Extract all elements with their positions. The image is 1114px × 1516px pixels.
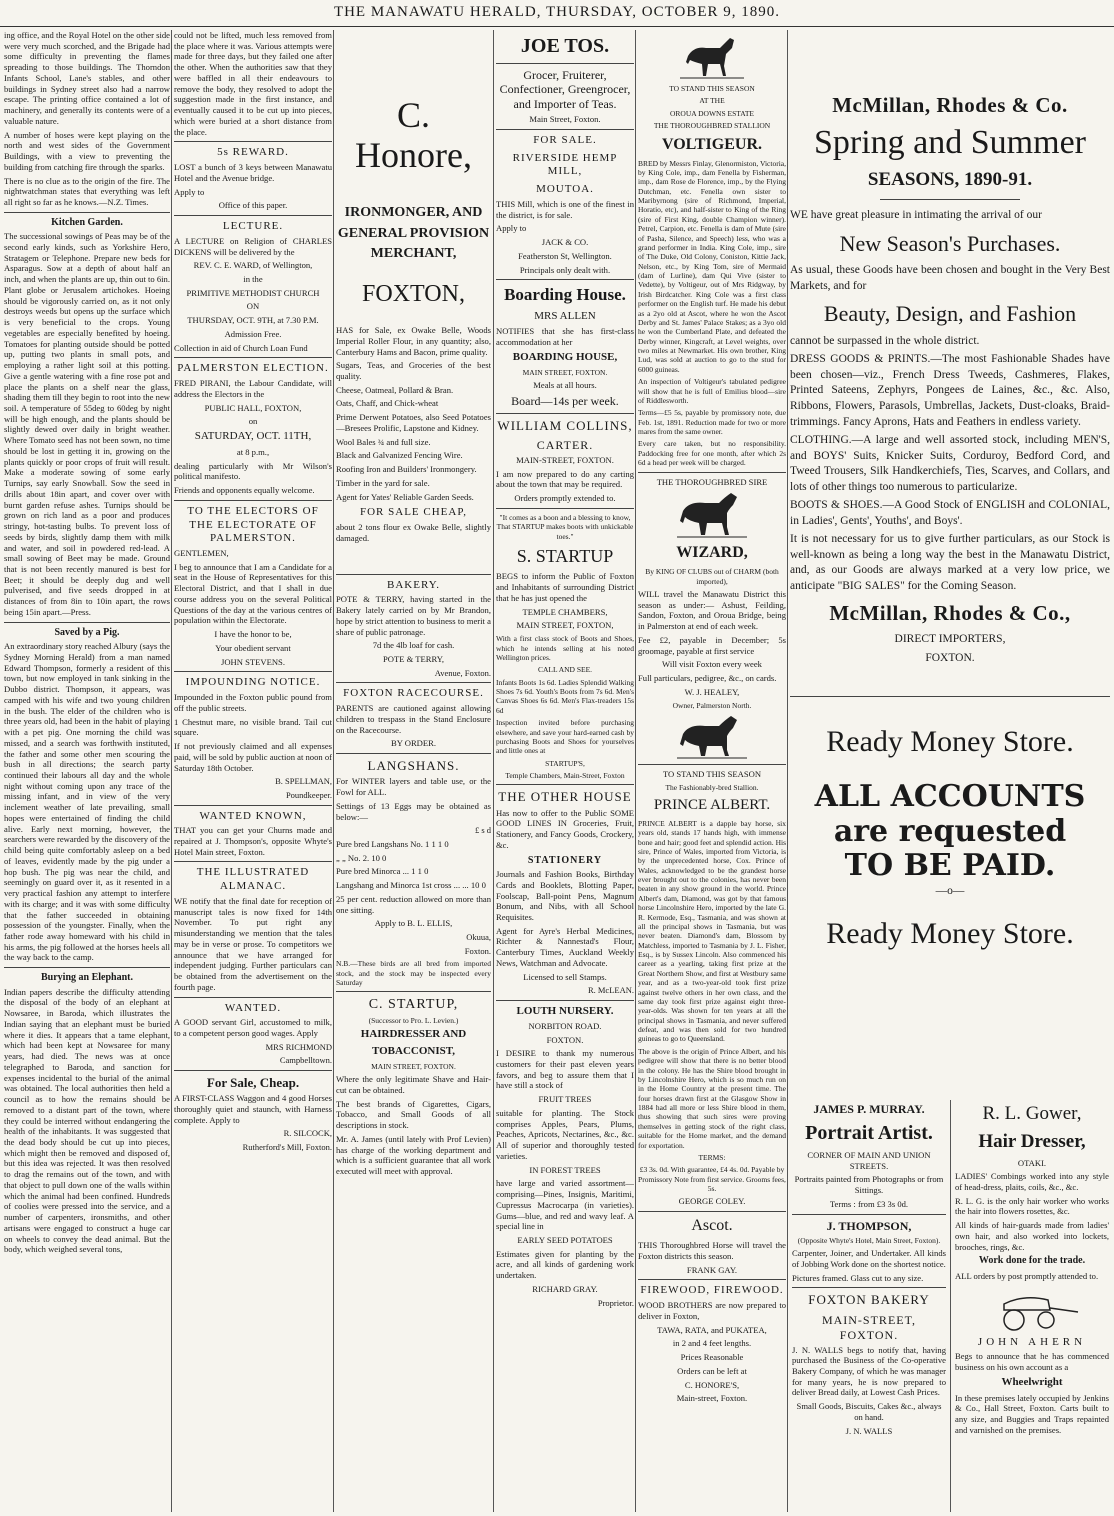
article-body-pig: An extraordinary story reached Albury (says the Sydney Morning Herald) from a man named Edward Thompson, formerly a resident of this town, but now employed in tank sinking in the Dubbo district. Thompson, it appears, was camped with his wife and two young children in the bush. The elder of the children who is three years old, had been in the habit of playing with a pet pig. One morning the child was missed, and a search was forthwith instituted, the father and some other men scouring the bush in all directions; the search party continued their labours all day and the whole night without coming upon any trace of the missing infant, and in view of the very inclement weather of late prevailing, small hopes were entertained of finding the child alive. Early next morning, however, the searchers were rewarded by the discovery of the child being quite comfortably asleep on a bed of leaves, evidently made by the pig under a hop bush. The pig was near the child, and seemingly on guard over it, as it resented in a very practical fashion any attempt to interfere with its charge; and it was with some difficulty that the father succeeded in obtaining possession of the youngster. Finally, when the father rode away homeward with his child in his arms, the pig followed at the horses heels all the way back to the camp. — [4, 641, 170, 963]
divider — [4, 212, 170, 213]
ad-title-bakery: BAKERY. — [387, 578, 440, 591]
wizard-body: WILL travel the Manawatu District this season as under:— Ashust, Feilding, Sandon, Foxton, and Oroua Bridge, being in Palmerston at end of each week. — [638, 588, 786, 632]
honore-agent: Agent for Yates' Reliable Garden Seeds. — [336, 491, 474, 502]
wizard-owner: Owner, Palmerston North. — [672, 700, 752, 710]
electors-name: JOHN STEVENS. — [221, 656, 285, 667]
election-friends: Friends and opponents equally welcome. — [174, 485, 315, 496]
langshans-row: Pure bred Langshans No. 1 1 1 0 — [336, 838, 449, 849]
louth-body3: have large and varied assortment—comprising—Pines, Insignis, Maritimi, Cupressus Macrocarpa (in varieties). Gums—blue, and red and wavy leaf. A special line in — [496, 1178, 634, 1232]
divider — [638, 1279, 786, 1280]
racecourse-order: BY ORDER. — [390, 738, 437, 749]
ad-title-voltigeur: VOLTIGEUR. — [661, 135, 762, 153]
ad-title-wizard: WIZARD, — [676, 544, 748, 562]
divider — [174, 997, 332, 998]
thompson-body: Carpenter, Joiner, and Undertaker. All kinds of Jobbing Work done on the shortest notice. — [792, 1248, 946, 1269]
ad-title-lecture: LECTURE. — [222, 220, 284, 233]
voltigeur-body: BRED by Messrs Finlay, Glenormiston, Victoria, by King Cole, imp., dam Fenella by Fisherman, imp., dam Rose de Florence, imp., by the Flying Dutchman, etc. Fenella own sister to Maribyrnong (sire of Richmond, Imperial, Horatio, etc), and half-sister to King of the Ring (sire of First King, double Champion winner). Petrel, Carpion, etc. Fenella is dam of Mute (sire of Pasha, Silence, and Speech) less, who was a grand performer in India. King Cole, imp., sire of The Duke, Old Colony, Coniston, Kittie Jack, Nelson, etc., by King Tom, sire of Mermaid (dam of Lurline), dam Qui Vive (sister to Vedette), by Voltigeur, out of Mrs Ridgway, by Irish Birdcatcher. King Cole was a first class performer on the English turf. He made his debut as a 2yo old at Ascot, where he won the Ascot Derby and St. James' Palace Stakes; as a 3yo old he won the Cumberland Plate, and defeated the Derby winner, Kingcraft, at Level weights, over two miles at Newmarket. His own brother, King Lud, was sold at auction to go to the stud for 6000 guineas. — [638, 158, 786, 374]
voltigeur-body2: An inspection of Voltigeur's tabulated pedigree will show that he is full of Emilius blood—sire of Riddlesworth. — [638, 377, 786, 405]
column-2 — [174, 30, 332, 1512]
for-sale-cheap-sig: R. SILCOCK, — [283, 1128, 332, 1139]
ad-honore-foxton: FOXTON, — [362, 280, 465, 307]
ad-title-almanac: THE ILLUSTRATED ALMANAC. — [196, 866, 310, 893]
stationery-body: Journals and Fashion Books, Birthday Cards and Booklets, Blotting Paper, Foolscap, Ball-point Pens, Magnum Bonum, and Nibs, with all School Requisites. — [496, 869, 634, 922]
mcmillan-rhodes-footer: McMillan, Rhodes & Co., — [829, 601, 1071, 626]
boots-shoes: BOOTS & SHOES.—A Good Stock of ENGLISH and COLONIAL, in Ladies', Gents', Youths', and Boys'. — [790, 499, 1110, 527]
ad-title-electors: TO THE ELECTORS OF THE ELECTORATE OF PALMERSTON. — [187, 504, 319, 545]
ad-title-ahern: JOHN AHERN — [977, 1335, 1087, 1348]
louth-sig: RICHARD GRAY. — [532, 1283, 598, 1294]
ad-title-impound: IMPOUNDING NOTICE. — [185, 676, 321, 689]
startup-trade: TOBACCONIST, — [371, 1045, 456, 1057]
collins-trade: CARTER. — [536, 437, 594, 452]
startup-quote: "It comes as a boon and a blessing to know, That STARTUP makes boots with unkickable toes." — [496, 512, 634, 541]
all-accounts: ALL ACCOUNTS — [814, 779, 1086, 815]
article-title-kitchen-garden: Kitchen Garden. — [51, 216, 123, 228]
article-body-kitchen-garden: The successional sowings of Peas may be of the second early kinds, such as Yorkshire Hero, Stratagem or Telephone. Prepare new beds for Asparagus. Sow at a depth of about half an inch, and when the plants are up, thin out to 6in. Plant globe or Jerusalem artichokes. Hoeing should be vigorously carried on, as it not only destroys weeds but opens up the surface which is very beneficial to the crops. Young vegetables are especially benefited by hoeing. Tomatoes for planting outside should be potted up, putting two plants in small pots, and employing a rather light soil at this potting. Give a gentle watering with a fine rose pot and place the plants on a shelf near the glass, shading them till they begin to root into the new soil. A temperature of 55deg to 60deg by night will be high enough, and the plants should be slightly dewed over daily in bright weather. Where Tomato seed has not been sown, no time should be lost in getting it in, growing on the plants quickly or poor crops of fruit will result. Make a moderate sowing of some early Turnips, say early Snowball. Sow the seed in drills about 18in apart, and cover over with burnt garden refuse ashes. Turnips should be grown on rich land as a poor and produces stringy, hot-tasting bulbs. To prevent loss of seeds by birds, slightly damp them with milk and water, and soil in powdered red-lead. A small sowing of Beet may be made. Ground that is not been recently manured is best for Beet; it should be deeply dug and well pulverised, and five seeds dropped in at distances of from 8in to 10in apart, the rows being 15in apart.—Press. — [4, 231, 170, 617]
divider — [496, 279, 634, 280]
ad-honore-general: GENERAL PROVISION — [337, 225, 490, 241]
honore-wire: Black and Galvanized Fencing Wire. — [336, 450, 463, 461]
column-1 — [4, 30, 170, 1512]
article-title-pig: Saved by a Pig. — [54, 626, 120, 638]
prince-fashionably: The Fashionably-bred Stallion. — [665, 782, 759, 792]
stationery-title: STATIONERY — [527, 854, 603, 866]
gower-otaki: OTAKI. — [1017, 1157, 1047, 1168]
ahern-wheelwright: Wheelwright — [1001, 1375, 1063, 1388]
boarding-owner: MRS ALLEN — [534, 309, 596, 322]
honore-iron: Roofing Iron and Builders' Ironmongery. — [336, 464, 477, 475]
impound-sig: B. SPELLMAN, — [275, 776, 332, 787]
lecture-on: ON — [246, 301, 260, 312]
gower-body: LADIES' Combings worked into any style of head-dress, plaits, coils, &c., &c. — [955, 1171, 1109, 1192]
riverside-mill: RIVERSIDE HEMP MILL, — [512, 151, 618, 178]
election-time: at 8 p.m., — [236, 446, 270, 457]
langshans-nb: N.B.—These birds are all bred from imported stock, and the stock may be inspected every Saturday — [336, 959, 491, 987]
divider — [174, 141, 332, 142]
carriage-illustration — [984, 1286, 1080, 1332]
divider — [174, 357, 332, 358]
column-rule — [950, 1100, 951, 1512]
collins-place: MAIN-STREET, FOXTON. — [516, 454, 614, 465]
langshans-apply: Apply to B. L. ELLIS, — [374, 918, 453, 929]
divider — [496, 508, 634, 509]
ascot-body: THIS Thoroughbred Horse will travel the Foxton districts this season. — [638, 1240, 786, 1261]
joe-tos-trade: Grocer, Fruiterer, Confectioner, Greengrocer, and Importer of Teas. — [499, 68, 631, 111]
column-rule — [333, 30, 334, 1512]
honore-cheese: Cheese, Oatmeal, Pollard & Bran. — [336, 384, 454, 395]
new-purchases: New Season's Purchases. — [839, 230, 1061, 256]
ad-honore-merchant: MERCHANT, — [370, 246, 457, 262]
divider — [496, 784, 634, 785]
ad-title-wanted-known: WANTED KNOWN, — [199, 809, 307, 822]
elephant-article-end: could not be lifted, much less removed from the place where it was. Various attempts were made for three days, but they failed one after the other. When the authorities saw that they were baffled in all their endeavours to remove the body, they resolved to adopt the suggestion made in the first instance, and eventually caused it to be cut up into pieces, which were buried at a short distance from the place. — [174, 30, 332, 137]
ad-title-thompson: J. THOMPSON, — [826, 1218, 912, 1233]
cannot-text: cannot be surpassed in the whole district. — [790, 334, 980, 347]
stationery-licensed: Licensed to sell Stamps. — [523, 971, 607, 982]
column-rule — [171, 30, 172, 1512]
to-be-paid: TO BE PAID. — [844, 848, 1056, 884]
divider — [4, 622, 170, 623]
divider — [174, 1070, 332, 1071]
mill-body: THIS Mill, which is one of the finest in the district, is for sale. — [496, 198, 634, 220]
election-dealing: dealing particularly with Mr Wilson's political manifesto. — [174, 460, 332, 482]
wizard-by: By KING OF CLUBS out of CHARM (both imported), — [645, 567, 779, 586]
divider — [336, 991, 491, 992]
stationery-agent: Agent for Ayre's Herbal Medicines, Richter & Nannestad's Flour, Canterbury Times, Auckland Weekly News, Watchman and Advocate. — [496, 925, 634, 968]
racehorse-illustration — [680, 34, 744, 80]
s-startup-sig2: Temple Chambers, Main-Street, Foxton — [505, 771, 625, 780]
divider — [174, 500, 332, 501]
for-sale-cheap-place: Rutherford's Mill, Foxton. — [242, 1142, 332, 1153]
ad-title-reward: 5s REWARD. — [217, 146, 289, 159]
divider — [174, 671, 332, 672]
honore-timber: Timber in the yard for sale. — [336, 477, 430, 488]
louth-body2: suitable for planting. The Stock comprises Apples, Pears, Plums, Peaches, Apricots, Nectarines, &c., &c. All of superior and thoroughly tested varieties. — [496, 1107, 634, 1161]
ad-title-for-sale-cheap: For Sale, Cheap. — [206, 1075, 300, 1091]
startup-body: Where the only legitimate Shave and Hair-cut can be obtained. — [336, 1074, 491, 1095]
lecture-admission: Admission Free. — [224, 328, 282, 339]
langshans-settings: Settings of 13 Eggs may be obtained as below:— — [336, 800, 491, 822]
ad-title-murray: JAMES P. MURRAY. — [813, 1102, 925, 1116]
ad-body-election: FRED PIRANI, the Labour Candidate, will address the Electors in the — [174, 378, 332, 399]
divider — [496, 413, 634, 414]
mill-apply: Apply to — [496, 223, 527, 234]
hair-dresser: Hair Dresser, — [978, 1130, 1086, 1152]
s-startup-sig: STARTUP'S, — [545, 758, 585, 768]
boarding-meals: Meals at all hours. — [533, 379, 597, 390]
murray-terms: Terms : from £3 3s 0d. — [829, 1198, 909, 1209]
divider — [790, 696, 1110, 697]
column-6b — [955, 1098, 1109, 1512]
foxton-label: FOXTON. — [925, 651, 975, 664]
ad-title-ascot: Ascot. — [691, 1217, 733, 1235]
walls-sig: J. N. WALLS — [845, 1425, 893, 1436]
bakery-body: POTE & TERRY, having started in the Bakery lately carried on by Mr Brandon, hope by strict attention to business to merit a share of public patronage. — [336, 594, 491, 637]
startup-successor: (Successor to Pro. L. Levien.) — [368, 1015, 459, 1025]
column-3 — [336, 30, 491, 1512]
collins-body: I am now prepared to do any carting about the town that may be required. — [496, 468, 634, 490]
fire-article-clue: There is no clue as to the origin of the fire. The nightwatchman states that everything was left all right so far as he knows.—N.Z. Times. — [4, 175, 170, 208]
electors-honor: I have the honor to be, — [214, 629, 292, 640]
impound-item: 1 Chestnut mare, no visible brand. Tail cut square. — [174, 716, 332, 738]
voltigeur-terms: Terms—£5 5s, payable by promissory note, due Feb. 1st, 1891. Reduction made for two or more mares from the same owner. — [638, 408, 786, 436]
column-6a — [792, 1098, 946, 1512]
stationery-sig: R. McLEAN. — [587, 985, 634, 996]
firewood-prices: Prices Reasonable — [680, 1352, 744, 1363]
impound-notice: If not previously claimed and all expenses paid, will be sold by public auction at noon of Saturday 18th October. — [174, 741, 332, 773]
column-rule — [635, 30, 636, 1512]
column-5 — [638, 30, 786, 1512]
firewood-body: WOOD BROTHERS are now prepared to deliver in Foxton, — [638, 1300, 786, 1321]
wanted-body: A GOOD servant Girl, accustomed to milk, to a competent person good wages. Apply — [174, 1017, 332, 1039]
louth-potatoes: EARLY SEED POTATOES — [517, 1235, 613, 1245]
langshans-row: Pure bred Minorca ... 1 1 0 — [336, 866, 429, 877]
wizard-visit: Will visit Foxton every week — [662, 659, 762, 670]
wanted-place: Campbelltown. — [279, 1055, 332, 1066]
ad-title-wanted: WANTED. — [224, 1001, 282, 1014]
ahern-body: Begs to announce that he has commenced business on his own account as a — [955, 1351, 1109, 1373]
louth-fruit: FRUIT TREES — [538, 1094, 592, 1105]
divider — [496, 129, 634, 130]
lecture-rev: REV. C. E. WARD, of Wellington, — [193, 260, 313, 271]
louth-body: I DESIRE to thank my numerous customers for their past eleven years favors, and beg to assure them that I have still a stock of — [496, 1048, 634, 1091]
separator-dash: —o— — [935, 884, 965, 897]
gower-body3: All kinds of hair-guards made from ladies' own hair, and also worked into lockets, brooches, rings, &c. — [955, 1220, 1109, 1252]
s-startup-body: BEGS to inform the Public of Foxton and Inhabitants of surrounding District that he has just opened the — [496, 571, 634, 603]
divider — [174, 805, 332, 806]
ad-title-for-sale: FOR SALE. — [533, 133, 597, 146]
voltigeur-stand: TO STAND THIS SEASON — [669, 84, 755, 93]
electors-body: I beg to announce that I am a Candidate for a seat in the House of Representatives for this Electoral District, and that I shall in due course address you on the several Political Questions of the day at the various centres of population within the Electorate. — [174, 561, 332, 626]
ad-title-langshans: LANGSHANS. — [367, 758, 460, 774]
column-rule — [493, 30, 494, 1512]
murray-corner: CORNER OF MAIN AND UNION STREETS. — [807, 1150, 931, 1171]
mill-place: Featherston St, Wellington. — [518, 250, 612, 261]
electors-salute: GENTLEMEN, — [174, 548, 229, 559]
seasons-title: SEASONS, 1890-91. — [867, 168, 1033, 190]
honore-wool: Wool Bales ¾ and full size. — [336, 436, 431, 447]
election-hall: PUBLIC HALL, FOXTON, — [204, 402, 302, 413]
ad-reward-apply: Apply to — [174, 186, 205, 197]
divider — [336, 753, 491, 754]
ad-title-boarding-house: Boarding House. — [504, 285, 626, 305]
impound-body: Impounded in the Foxton public pound from off the public streets. — [174, 692, 332, 713]
firewood-orders: Orders can be left at — [677, 1365, 747, 1376]
wizard-sig: W. J. HEALEY, — [684, 686, 740, 697]
prince-body: PRINCE ALBERT is a dapple bay horse, six years old, stands 17 hands high, with immense bone and hair; good feet and splendid action. His sire, Prince of Wales, imported from Victoria, is by the unprecedented horse, Cox. Prince of Wales, acknowledged to be the grandest horse ever brought out to the colonies, has never been beaten in any show ground in the world. Prince Albert's dam, Diamond, was got by that famous horse Lincolnshire Hero, imported by the late G. R. Kermode, Esq., Tasmania, and was shown at all the principal shows in Tasmania, but was never beaten. Diamond's dam, Blossom by Matchless, imported to Tasmania by J. L. Fisher, Esq., is by Sussex Lincoln. Also commenced his career as a yearling, taking first prize at the Great Northern Show, and first at Westbury same year, and as a two-year-old took first prize against twelve others in her own class, and the same day took first prize against eight three-year-olds. Was shown for ten years at all the principal shows in Tasmania, and never suffered defeat, and was then sold for two hundred guineas to go to Queensland. — [638, 818, 786, 1044]
boarding-notifies: NOTIFIES that she has first-class accommodation at her — [496, 326, 634, 348]
impound-role: Poundkeeper. — [285, 789, 332, 800]
startup-body: The best brands of Cigarettes, Cigars, Tobacco, and Small Goods of all descriptions in stock. — [336, 1098, 491, 1131]
ad-joe-tos-name: JOE TOS. — [520, 35, 610, 57]
ad-title-foxton-bakery: FOXTON BAKERY — [808, 1292, 930, 1308]
moutoa: MOUTOA. — [536, 183, 594, 196]
langshans-place: Okuua, — [466, 932, 491, 942]
firewood-place: Main-street, Foxton. — [676, 1393, 748, 1404]
clothing: CLOTHING.—A large and well assorted stock, including MEN'S, and BOYS' Suits, Knicker Suits, Corduroy, Bedford Cord, and Tweed Trousers, Silk Handkerchiefs, Ties, Scarves, and Collars, and lots of other things too numerous to particularize. — [790, 434, 1110, 493]
racecourse-body: PARENTS are cautioned against allowing children to trespass in the Stand Enclosure on the Racecourse. — [336, 703, 491, 735]
stallion-illustration — [677, 714, 747, 760]
lecture-in: in the — [243, 273, 263, 284]
wanted-sig: MRS RICHMOND — [265, 1041, 332, 1052]
divider — [336, 574, 491, 575]
lecture-church: PRIMITIVE METHODIST CHURCH — [186, 287, 320, 298]
joe-tos-place: Main Street, Foxton. — [529, 114, 601, 125]
divider — [880, 199, 1020, 200]
beauty-design: Beauty, Design, and Fashion — [823, 301, 1077, 327]
boarding-price: Board—14s per week. — [511, 393, 619, 408]
louth-road: NORBITON ROAD. — [528, 1020, 602, 1031]
ad-title-election: PALMERSTON ELECTION. — [177, 362, 329, 375]
lecture-collection: Collection in aid of Church Loan Fund — [174, 342, 308, 353]
prince-sig: GEORGE COLEY. — [678, 1196, 746, 1207]
divider — [638, 472, 786, 473]
divider — [638, 1211, 786, 1212]
column-4 — [496, 30, 634, 1512]
thompson-sub: (Opposite Whyte's Hotel, Main Street, Foxton). — [797, 1235, 941, 1245]
divider — [638, 764, 786, 765]
lecture-date: THURSDAY, OCT. 9TH, at 7.30 P.M. — [187, 315, 319, 326]
louth-foxton: FOXTON. — [546, 1034, 584, 1045]
s-startup-street: MAIN STREET, FOXTON, — [516, 620, 614, 631]
wizard-fee: Fee £2, payable in December; 5s groomage, payable at first service — [638, 634, 786, 656]
divider — [496, 63, 634, 64]
divider — [496, 1000, 634, 1001]
ad-reward-office: Office of this paper. — [218, 200, 288, 211]
other-house-body: Has now to offer to the Public SOME GOOD LINES IN Groceries, Fruit, Stationery, and Fancy Goods, Crockery, &c. — [496, 807, 634, 850]
prince-terms: TERMS: — [698, 1152, 726, 1162]
mcmillan-rhodes-header: McMillan, Rhodes & Co. — [832, 93, 1068, 117]
portrait-artist: Portrait Artist. — [805, 1122, 933, 1144]
ad-title-racecourse: FOXTON RACECOURSE. — [343, 687, 484, 700]
firewood-types: TAWA, RATA, and PUKATEA, — [657, 1324, 767, 1335]
almanac-body: WE notify that the final date for reception of manuscript tales is now fixed for 14th November. To put right any misunderstanding we mention that the tales may be in verse or prose. To competitors we announce that we have arranged for independent judging. Further particulars can be obtained from the advertisement on the fourth page. — [174, 895, 332, 992]
direct-importers: DIRECT IMPORTERS, — [894, 633, 1006, 646]
article-body-elephant: Indian papers describe the difficulty attending the disposal of the body of an elephant at Nowsaree, in Baroda, which illustrates the Indian saying that an elephant must be buried where it dies. It appears that a tame elephant, which had been kept at Nowsaree for many years, had died. The news was at once telegraphed to Baroda, and sanction for expenses incidental to the burial of the animal was obtained. The local authorities then held a council as to how the remains should be removed to a distant part of the town, where they could be interred without endangering the health of the inhabitants. It was suggested that the dead body should be cut up into pieces, which might then be removed and disposed of, but this idea was rejected. It was then resolved to drag the remains out of the town, and with that object to pull down one of the walls within which the animal had been confined. Hundreds of coolies were pressed into the service, and a number of carpenters, ironsmiths, and other artisans were engaged to construct a huge car on wheels to convey the dead animal. But the body, which weighed several tons, — [4, 986, 170, 1255]
mill-sig: JACK & CO. — [541, 237, 589, 248]
not-necessary: It is not necessary for us to give further particulars, as our Stock is well-known as being a long way the best in the Manawatu District, and, as our Goods are always marked at a very low price, we anticipate "BIG SALES" for the Coming Season. — [790, 533, 1110, 592]
are-requested: are requested — [833, 813, 1067, 849]
ad-honore-name: C. Honore, — [355, 95, 472, 175]
prince-terms2: £3 3s. 0d. With guarantee, £4 4s. 0d. Payable by Promissory Note from first service. Grooms fees, 5s. — [638, 1165, 786, 1194]
ad-title-startup-hairdresser: C. STARTUP, — [368, 997, 459, 1013]
divider — [174, 861, 332, 862]
walls-body: J. N. WALLS begs to notify that, having purchased the Business of the Co-operative Bakery Company, of which he was manager for many years, he is now prepared to deliver Bread daily, at Lowest Cash Prices. — [792, 1344, 946, 1398]
langshans-note: 25 per cent. reduction allowed on more than one sitting. — [336, 893, 491, 915]
masthead: THE MANAWATU HERALD, THURSDAY, OCTOBER 9, 1890. — [0, 4, 1114, 27]
honore-has-for-sale: HAS for Sale, ex Owake Belle, Woods Imperial Roller Flour, in any quantity; also, Canterbury Hams and Bacon, prime quality. — [336, 325, 491, 357]
honore-oats: Oats, Chaff, and Chick-wheat — [336, 398, 439, 409]
ad-title-prince-albert: PRINCE ALBERT. — [653, 797, 771, 814]
boarding-place: MAIN STREET, FOXTON. — [522, 367, 608, 377]
ad-title-s-startup: S. STARTUP — [516, 545, 614, 566]
s-startup-stock: With a first class stock of Boots and Shoes, which he intends selling at his noted Wellington prices. — [496, 634, 634, 662]
wizard-sire-title: THE THOROUGHBRED SIRE — [656, 476, 768, 487]
startup-place: MAIN STREET, FOXTON. — [371, 1061, 456, 1071]
bakery-price: 7d the 4lb loaf for cash. — [372, 640, 455, 651]
ad-title-firewood: FIREWOOD, FIREWOOD. — [640, 1284, 784, 1297]
article-title-elephant: Burying an Elephant. — [41, 972, 133, 984]
langshans-currency: £ s d — [474, 825, 491, 836]
bakery-place: Avenue, Foxton. — [434, 667, 491, 678]
ad-title-collins: WILLIAM COLLINS, — [497, 417, 633, 433]
ad-honore-ironmonger: IRONMONGER, AND — [344, 205, 483, 221]
dress-goods: DRESS GOODS & PRINTS.—The most Fashionable Shades have been chosen—viz., French Dress Tweeds, Cashmeres, Flakes, Printed Sateens, Zephyrs, Pongees de Laines, &c., &c. Also, Ribbons, Flowers, Parasols, Umbrellas, Jackets, Dust-cloaks, Braid-trimmings. Fancy Aprons, Hats and Feathers in endless variety. — [790, 353, 1110, 428]
divider — [4, 967, 170, 968]
ready-money-store-2: Ready Money Store. — [826, 917, 1074, 951]
divider — [792, 1214, 946, 1215]
usual-text: As usual, these Goods have been chosen and bought in the Very Best Markets, and for — [790, 264, 1110, 292]
bakery-sig: POTE & TERRY, — [382, 654, 445, 664]
voltigeur-care: Every care taken, but no responsibility. Paddocking free for one month, after which 2s 6d a head per week will be charged. — [638, 439, 786, 468]
column-rule — [787, 30, 788, 1512]
s-startup-chambers: TEMPLE CHAMBERS, — [522, 606, 608, 617]
langshans-row: Langshang and Minorca 1st cross ... ... 10 0 — [336, 880, 486, 891]
voltigeur-estate: OROUA DOWNS ESTATE — [670, 108, 754, 118]
divider — [792, 1287, 946, 1288]
murray-portraits: Portraits painted from Photographs or from Sittings. — [794, 1174, 944, 1196]
s-startup-inspection: Inspection invited before purchasing elsewhere, and save your hard-earned cash by purchasing Boots and Shoes for yourselves and little ones at — [496, 718, 634, 756]
langshans-row: „ „ No. 2. 10 0 — [336, 852, 387, 863]
mill-principals: Principals only dealt with. — [519, 264, 611, 275]
s-startup-call: CALL AND SEE. — [537, 665, 593, 675]
prince-body2: The above is the origin of Prince Albert, and his pedigree will show that there is no better blood in the colony. He has the Shire blood brought in by Lincolnshire Hero, which is so much run on in the Home Country at the present time. The four horses drawn first at the Glasgow Show in 1884 had all more or less Shire blood in them, thus showing that such sires were proving themselves in getting stock of the right class, suitable for the Home market, and the demand for exportation. — [638, 1046, 786, 1150]
honore-potatoes: Prime Derwent Potatoes, also Seed Potatoes—Bresees Prolific, Lapstone and Kidney. — [336, 412, 491, 433]
ad-title-other-house: THE OTHER HOUSE — [498, 789, 632, 805]
foxton-bakery-street: MAIN-STREET, FOXTON. — [821, 1312, 917, 1342]
walls-small-goods: Small Goods, Biscuits, Cakes &c., always on hand. — [796, 1401, 942, 1422]
honore-sugars: Sugars, Teas, and Groceries of the best quality. — [336, 360, 491, 382]
ascot-sig: FRANK GAY. — [686, 1264, 738, 1275]
langshans-place: Foxton. — [464, 945, 491, 956]
spring-summer-title: Spring and Summer — [814, 124, 1086, 162]
fire-article-end: ing office, and the Royal Hotel on the other side were very much scorched, and the Brigade had some difficulty in preventing the flames spreading to those buildings. The Thorndon Infants School, Lane's stables, and other buildings in Sydney street also had a narrow escape. The printing office contained a lot of machinery, and generally its contents were of a valuable nature. — [4, 30, 170, 126]
election-date: SATURDAY, OCT. 11TH, — [194, 430, 312, 443]
startup-body: Mr. A. James (until lately with Prof Levien) has charge of the working department and which is a sufficient guarantee that all work executed will meet with approval. — [336, 1133, 491, 1176]
ad-title-louth-nursery: LOUTH NURSERY. — [516, 1005, 614, 1018]
electors-servant: Your obedient servant — [215, 642, 291, 653]
ad-body-reward: LOST a bunch of 3 keys between Manawatu Hotel and the Avenue bridge. — [174, 162, 332, 183]
honore-cheap-body: about 2 tons flour ex Owake Belle, slightly damaged. — [336, 522, 491, 543]
louth-role: Proprietor. — [597, 1297, 634, 1308]
firewood-lengths: in 2 and 4 feet lengths. — [672, 1338, 752, 1349]
boarding-house: BOARDING HOUSE, — [512, 350, 618, 363]
wizard-particulars: Full particulars, pedigree, &c., on cards. — [638, 673, 777, 684]
langshans-body: For WINTER layers and table use, or the Fowl for ALL. — [336, 776, 491, 798]
fire-article-hoses: A number of hoses were kept playing on the north and west sides of the Government Buildings, with a view to preventing the building from catching fire through the sparks. — [4, 129, 170, 172]
draught-horse-illustration — [677, 491, 747, 539]
for-sale-cheap-body: A FIRST-CLASS Waggon and 4 good Horses thoroughly quiet and staunch, with Harness complete. Apply to — [174, 1093, 332, 1125]
louth-forest: IN FOREST TREES — [529, 1164, 601, 1175]
column-6 — [790, 30, 1110, 1096]
prince-stand: TO STAND THIS SEASON — [662, 768, 762, 779]
gower-orders: ALL orders by post promptly attended to. — [955, 1270, 1099, 1281]
s-startup-items: Infants Boots 1s 6d. Ladies Splendid Walking Shoes 7s 6d. Youth's Boots from 7s 6d. Men's Canvas Shoes 6s 6d. Men's Flax-treaders 15s 6d — [496, 677, 634, 715]
collins-orders: Orders promptly extended to. — [514, 493, 616, 504]
firewood-sig: C. HONORE'S, — [684, 1379, 740, 1390]
intro-text: WE have great pleasure in intimating the arrival of our — [790, 209, 1042, 222]
louth-body4: Estimates given for planting by the acre, and all kinds of gardening work undertaken. — [496, 1248, 634, 1281]
ad-title-gower: R. L. Gower, — [982, 1103, 1082, 1124]
voltigeur-thoroughbred: THE THOROUGHBRED STALLION — [653, 121, 771, 131]
ahern-body2: In these premises lately occupied by Jenkins & Co., Hall Street, Foxton. Carts built to any size, and Buggies and Traps repainted and varnished on the premises. — [955, 1392, 1109, 1435]
gower-body2: R. L. G. is the only hair worker who works the hair into flowers rosettes, &c. — [955, 1195, 1109, 1217]
divider — [174, 215, 332, 216]
election-on: on — [248, 416, 258, 427]
voltigeur-at-the: AT THE — [699, 96, 725, 106]
divider — [336, 682, 491, 683]
thompson-pictures: Pictures framed. Glass cut to any size. — [792, 1272, 924, 1283]
honore-cheap-title: FOR SALE CHEAP, — [360, 506, 467, 519]
ready-money-store-1: Ready Money Store. — [826, 725, 1074, 759]
startup-trade: HAIRDRESSER AND — [360, 1028, 467, 1041]
wanted-known-body: THAT you can get your Churns made and repaired at J. Thompson's, opposite Whyte's Hotel Main street, Foxton. — [174, 825, 332, 857]
gower-work: Work done for the trade. — [978, 1255, 1086, 1267]
ad-body-lecture: A LECTURE on Religion of CHARLES DICKENS will be delivered by the — [174, 235, 332, 257]
